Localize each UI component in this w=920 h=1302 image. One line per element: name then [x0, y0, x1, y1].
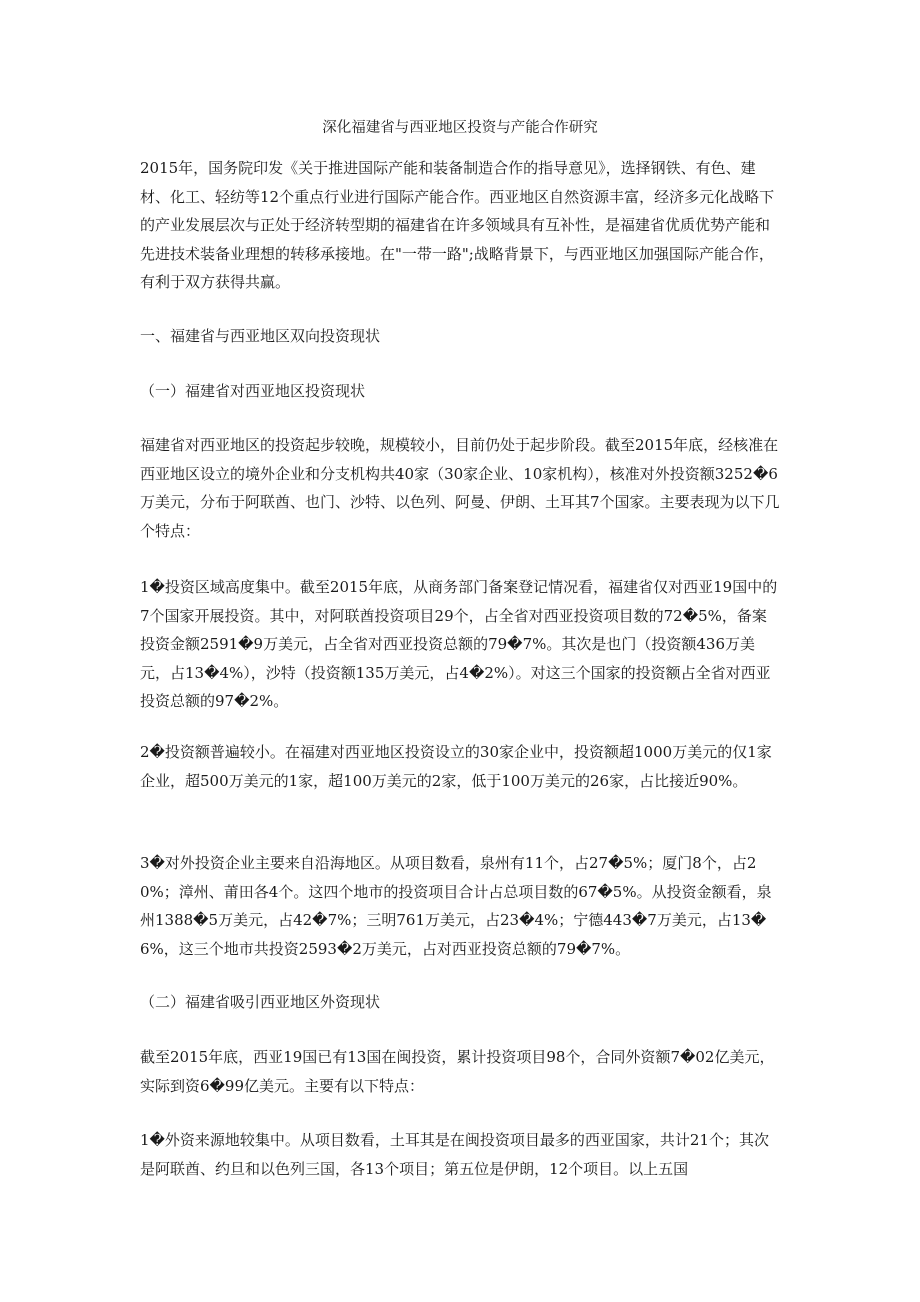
subsection-heading-1: （一）福建省对西亚地区投资现状: [140, 382, 366, 400]
subsection-heading-2: （二）福建省吸引西亚地区外资现状: [140, 993, 381, 1011]
point-2-paragraph: 2�投资额普遍较小。在福建对西亚地区投资设立的30家企业中，投资额超1000万美元的仅1家企业，超500万美元的1家，超100万美元的2家，低于100万美元的26家，占比接近90%。: [140, 743, 772, 790]
point-4-paragraph: 1�外资来源地较集中。从项目数看，土耳其是在闽投资项目最多的西亚国家，共计21个；其次是阿联酋、约旦和以色列三国，各13个项目；第五位是伊朗，12个项目。以上五国: [140, 1131, 770, 1178]
point-1-paragraph: 1�投资区域高度集中。截至2015年底，从商务部门备案登记情况看，福建省仅对西亚19国中的7个国家开展投资。其中，对阿联酋投资项目29个，占全省对西亚投资项目数的72�5%，备案投资金额2591�9万美元，占全省对西亚投资总额的79�7%。其次是也门（投资额436万美元，占13�4%），沙特（投资额135万美元，占4�2%）。对这三个国家的投资额占全省对西亚投资总额的97�2%。: [140, 578, 778, 710]
section-heading-1: 一、福建省与西亚地区双向投资现状: [140, 327, 381, 345]
intro-paragraph: 2015年，国务院印发《关于推进国际产能和装备制造合作的指导意见》，选择钢铁、有色、建材、化工、轻纺等12个重点行业进行国际产能合作。西亚地区自然资源丰富，经济多元化战略下的产业发展层次与正处于经济转型期的福建省在许多领域具有互补性，是福建省优质优势产能和先进技术装备业理想的转移承接地。在"一带一路";战略背景下，与西亚地区加强国际产能合作，有利于双方获得共赢。: [140, 159, 775, 291]
subsection-2-intro-paragraph: 截至2015年底，西亚19国已有13国在闽投资，累计投资项目98个，合同外资额7�02亿美元，实际到资6�99亿美元。主要有以下特点：: [140, 1048, 775, 1095]
document-title: 深化福建省与西亚地区投资与产能合作研究: [322, 120, 598, 136]
subsection-1-intro-paragraph: 福建省对西亚地区的投资起步较晚，规模较小，目前仍处于起步阶段。截至2015年底，经核准在西亚地区设立的境外企业和分支机构共40家（30家企业、10家机构），核准对外投资额3252�6万美元，分布于阿联酋、也门、沙特、以色列、阿曼、伊朗、土耳其7个国家。主要表现为以下几个特点：: [140, 436, 780, 540]
point-3-paragraph: 3�对外投资企业主要来自沿海地区。从项目数看，泉州有11个，占27�5%；厦门8个，占20%；漳州、莆田各4个。这四个地市的投资项目合计占总项目数的67�5%。从投资金额看，泉州1388�5万美元，占42�7%；三明761万美元，占23�4%；宁德443�7万美元，占13�6%，这三个地市共投资2593�2万美元，占对西亚投资总额的79�7%。: [140, 854, 772, 958]
